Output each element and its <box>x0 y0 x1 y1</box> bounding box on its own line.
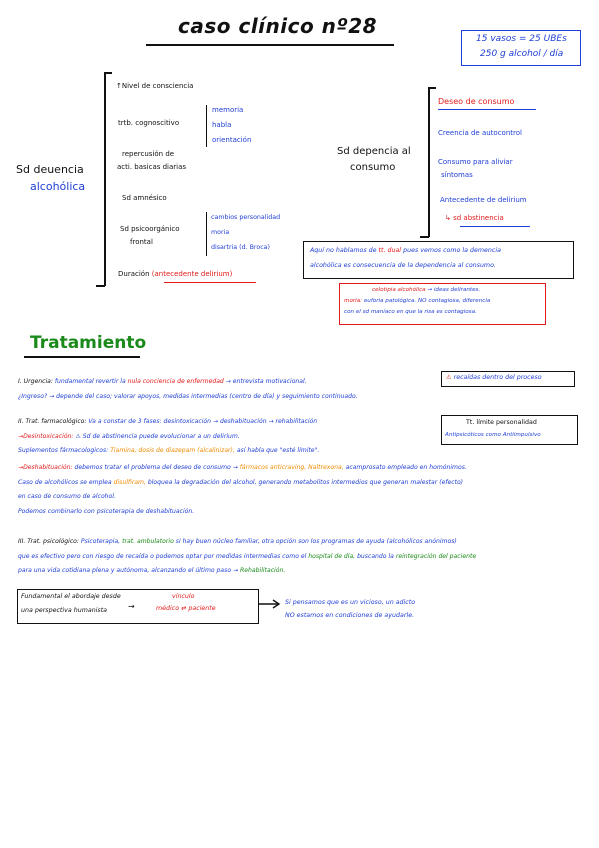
celotipia-line3: con el sd maníaco en que la risa es contagiosa. <box>344 309 477 315</box>
left-heading-line1: Sd deuencia <box>16 163 84 176</box>
vinculo-line1: vínculo <box>172 593 195 600</box>
deseo-underline <box>438 109 536 110</box>
celotipia-box <box>339 283 546 325</box>
celotipia-line2 <box>344 298 490 304</box>
dual-highlight: tt. dual <box>378 247 402 254</box>
suplementos-orange: Tiamina, dosis de diazepam (alcalinizar), <box>110 447 235 454</box>
moria-label: moria: <box>344 298 363 304</box>
farm-text1: Va a constar de 3 fases: desintoxicación → deshabituación → rehabilitación <box>88 418 318 425</box>
psico-rehabilitacion: Rehabilitación. <box>240 567 286 574</box>
left-bracket <box>104 72 106 286</box>
deshab-orange: fármacos anticraving, Naltrexona, <box>239 464 344 471</box>
psico-line1 <box>18 537 583 547</box>
moria-text: euforia patológica. NO contagiosa, diferencia <box>363 298 491 304</box>
right-heading-line2: consumo <box>350 162 396 173</box>
branch-duracion <box>118 270 232 278</box>
urgencia-line2: ¿Ingreso? → depende del caso; valorar apoyos, medidas intermedias (centro de día) y seguimiento continuado. <box>18 393 358 400</box>
right-bracket-top <box>428 87 436 89</box>
left-bracket-bottom <box>96 285 105 287</box>
celotipia-line1 <box>372 287 480 293</box>
trastorno-item-memoria: memoria <box>212 106 244 114</box>
tt-box-line1: Tt. límite personalidad <box>466 419 537 426</box>
right-bracket <box>428 87 430 237</box>
humanista-line2: una perspectiva humanista <box>21 607 108 614</box>
duracion-underline <box>164 282 256 283</box>
dual-line1 <box>310 247 501 254</box>
warning-icon: ⚠ <box>446 374 452 381</box>
trastorno-item-orientacion: orientación <box>212 136 252 144</box>
psico-line2 <box>18 552 583 562</box>
humanista-box <box>17 589 259 624</box>
psico-item-moria: moria <box>211 229 230 236</box>
psico-line2b: buscando la <box>357 553 394 560</box>
desintox-text: ⚠ Sd de abstinencia puede evolucionar a un delirium. <box>75 433 240 440</box>
urgencia-label: I. Urgencia: <box>18 378 53 385</box>
trastorno-bracket <box>206 105 207 147</box>
urgencia-red: nula conciencia de enfermedad <box>127 378 224 385</box>
left-bracket-top <box>104 72 112 74</box>
final-arrow-icon <box>258 599 282 609</box>
celotipia-rest: → ideas delirantes. <box>427 287 481 293</box>
psico-ambulatorio: trat. ambulatorio <box>122 538 174 545</box>
urgencia-line1 <box>18 377 583 387</box>
urgencia-text1: fundamental revertir la <box>54 378 126 385</box>
farm-label: II. Trat. farmacológico: <box>18 418 87 425</box>
branch-repercusion-2: acti. basicas diarias <box>117 163 187 171</box>
disulfiram: disulfiram, <box>113 479 146 486</box>
humanista-arrow: → <box>128 602 135 611</box>
dual-line2: alcohólica es consecuencia de la dependencia al consumo. <box>310 262 496 269</box>
branch-amnesico: Sd amnésico <box>122 194 167 202</box>
psico-hospital: hospital de día, <box>308 553 356 560</box>
tt-limite-box <box>441 415 578 445</box>
psico-text1: si hay buen núcleo familiar, otra opción son los programas de ayuda (alcohólicos anónimos) <box>175 538 457 545</box>
branch-trastorno: trtb. cognoscitivo <box>118 119 180 127</box>
right-item-creencia: Creencia de autocontrol <box>438 129 522 137</box>
dual-part2: pues vemos como la demencia <box>403 247 501 254</box>
branch-repercusion-1: repercusión de <box>122 150 175 158</box>
branch-psico-2: frontal <box>130 238 153 246</box>
celotipia-red: celotipia alcohólica <box>372 287 426 293</box>
suplementos-line <box>18 446 438 456</box>
humanista-line1: Fundamental el abordaje desde <box>21 593 121 600</box>
title-underline <box>146 44 394 46</box>
info-box-line1: 15 vasos = 25 UBEs <box>476 34 567 44</box>
info-box <box>461 30 581 66</box>
page-title: caso clínico nº28 <box>178 14 378 38</box>
tratamiento-heading: Tratamiento <box>30 333 147 353</box>
abstinencia-underline <box>460 226 530 227</box>
left-heading-line2: alcohólica <box>30 180 86 193</box>
branch-psico-1: Sd psicoorgánico <box>120 225 180 233</box>
casos-text: Caso de alcohólicos se emplea <box>18 479 112 486</box>
psico-bracket <box>206 212 207 256</box>
duracion-note: (antecedente delirium) <box>151 270 233 278</box>
branch-nivel: ↑Nivel de consciencia <box>116 82 194 90</box>
recaidas-text: recaídas dentro del proceso <box>453 374 542 381</box>
deshab-text2: acamprosato empleado en homónimos. <box>345 464 467 471</box>
right-item-consumo-2: síntomas <box>441 171 473 179</box>
casos-line <box>18 478 583 488</box>
right-item-antecedente: Antecedente de delirium <box>440 196 527 204</box>
result-line2: NO estamos en condiciones de ayudarle. <box>285 612 415 619</box>
right-bracket-bottom <box>420 236 429 238</box>
duracion-label: Duración <box>118 270 150 278</box>
desintox-line <box>18 432 438 442</box>
psico-item-disartria: disartria (d. Broca) <box>211 244 270 251</box>
casos-rest: bloquea la degradación del alcohol, generando metabolitos intermedios que generan malestar (efecto) <box>147 479 464 486</box>
psico-line2a: que es efectivo pero con riesgo de recaída o podemos optar por medidas intermedias como el <box>18 553 307 560</box>
trastorno-item-habla: habla <box>212 121 232 129</box>
tratamiento-underline <box>24 356 140 358</box>
consumo-line: en caso de consumo de alcohol. <box>18 493 116 500</box>
deshab-text1: debemos tratar el problema del deseo de consumo → <box>74 464 238 471</box>
vinculo-line2: médico ⇄ paciente <box>156 605 216 612</box>
psico-reintegracion: reintegración del paciente <box>395 553 477 560</box>
deshab-line <box>18 463 583 473</box>
suplementos-label: Suplementos fármacologicos: <box>18 447 109 454</box>
psico-item-cambios: cambios personalidad <box>211 214 281 221</box>
desintox-label: →Desintoxicación: <box>18 433 74 440</box>
right-heading-line1: Sd depencia al <box>337 146 411 157</box>
tt-box-line2: Antipsicóticos como Antiimpulsivo <box>445 432 541 438</box>
info-box-line2: 250 g alcohol / día <box>480 49 564 59</box>
deshab-label: →Deshabituación: <box>18 464 73 471</box>
right-item-abstinencia: ↳ sd abstinencia <box>445 214 504 222</box>
podemos-line: Podemos combinarlo con psicoterapia de deshabituación. <box>18 508 195 515</box>
dual-box <box>303 241 574 279</box>
suplementos-rest: así habla que "esté límite". <box>236 447 320 454</box>
psico-label: III. Trat. psicológico: <box>18 538 79 545</box>
farm-line1 <box>18 417 438 427</box>
dual-part1: Aquí no hablamos de <box>310 247 377 254</box>
right-item-consumo-1: Consumo para aliviar <box>438 158 513 166</box>
right-item-deseo: Deseo de consumo <box>438 97 515 106</box>
psico-line3-text: para una vida cotidiana plena y autónoma, alcanzando el último paso → <box>18 567 239 574</box>
result-line1: Si pensamos que es un vicioso, un adicto <box>285 599 416 606</box>
psico-line3 <box>18 566 583 576</box>
psico-psicoterapia: Psicoterapia, <box>80 538 121 545</box>
urgencia-text2: → entrevista motivacional. <box>225 378 307 385</box>
